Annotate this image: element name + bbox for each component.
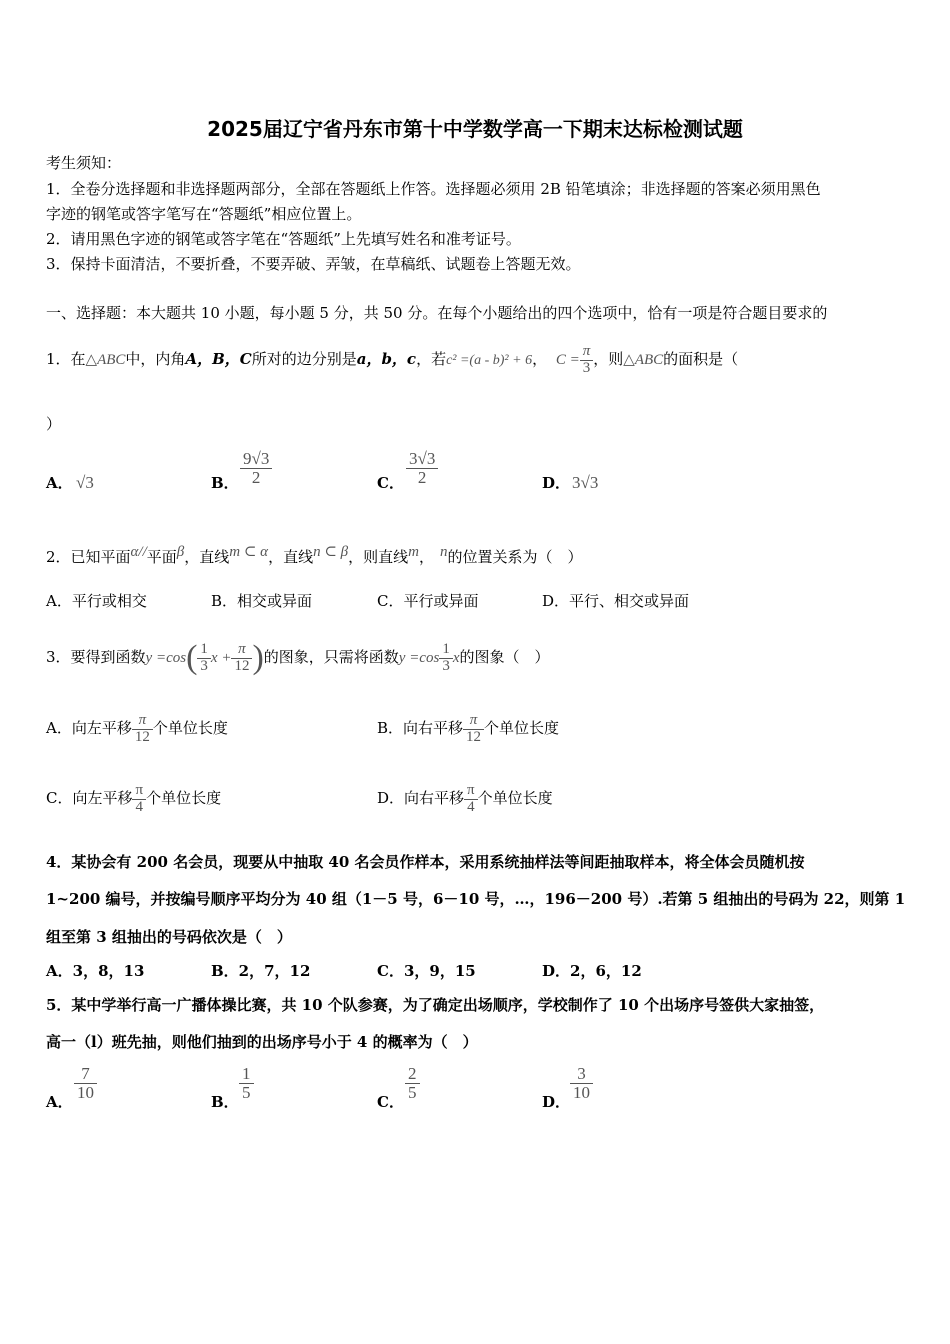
q5-option-b-label: B． xyxy=(211,1093,239,1111)
q1-sides: a，b，c xyxy=(356,350,417,368)
q4-option-d: D．2，6，12 xyxy=(542,962,642,980)
frac-den: 12 xyxy=(234,657,250,674)
q4-line-1: 4．某协会有 200 名会员，现要从中抽取 40 名会员作样本，采用系统抽样法等间距抽取样本，将全体会员随机按 xyxy=(46,853,805,871)
q1-option-b-label: B． xyxy=(211,474,239,492)
frac-num: π xyxy=(132,713,153,730)
frac-den: 5 xyxy=(242,1082,251,1102)
q3-function-2: y =cos xyxy=(398,650,440,666)
section-heading: 一、选择题：本大题共 10 小题，每小题 5 分，共 50 分。在每个小题给出的四个选项中，恰有一项是符合题目要求的 xyxy=(46,304,828,322)
q2-text: 的位置关系为（ ） xyxy=(447,548,583,566)
frac-num: 2 xyxy=(405,1065,420,1084)
q3-opt-text: B．向右平移 xyxy=(377,719,464,737)
q1-pi-over-3 xyxy=(580,344,594,377)
q3-text: 的图象（ ） xyxy=(459,648,550,666)
frac-num: 9√3 xyxy=(240,450,272,469)
frac-den: 4 xyxy=(467,798,475,815)
q2-text: 平面 xyxy=(146,548,177,566)
q1-text: ，若 xyxy=(416,350,447,368)
q3-opt-text: 个单位长度 xyxy=(152,719,228,737)
frac-num: 3 xyxy=(570,1065,593,1084)
q2-alpha: α// xyxy=(130,544,147,560)
frac-den: 10 xyxy=(77,1082,94,1102)
q1-option-c-label: C． xyxy=(377,474,404,492)
q3-one-third xyxy=(197,642,211,675)
notice-item-2: 2．请用黑色字迹的钢笔或答字笔在“答题纸”上先填写姓名和准考证号。 xyxy=(46,230,521,248)
frac-num: 1 xyxy=(239,1065,254,1084)
q5-option-a-label: A． xyxy=(46,1093,73,1111)
q3-function: y =cos xyxy=(145,650,187,666)
q2-text: ，则直线 xyxy=(348,548,409,566)
q2-option-a: A．平行或相交 xyxy=(46,592,147,610)
q1-triangle: △ABC xyxy=(85,352,126,368)
frac-num: 3√3 xyxy=(406,450,438,469)
frac-num: π xyxy=(464,783,478,800)
page-title: 2025届辽宁省丹东市第十中学数学高一下期末达标检测试题 xyxy=(207,117,743,141)
q1-option-c xyxy=(406,450,438,487)
q4-option-c: C．3，9，15 xyxy=(377,962,476,980)
frac-den: 5 xyxy=(408,1082,417,1102)
q1-text: 所对的边分别是 xyxy=(251,350,357,368)
q5-option-a xyxy=(74,1065,97,1102)
q1-option-a: √3 xyxy=(76,473,94,492)
q1-close-paren: ） xyxy=(46,415,62,433)
q4-option-b: B．2，7，12 xyxy=(211,962,311,980)
q1-text: 的面积是（ xyxy=(663,350,739,368)
frac-den: 2 xyxy=(251,467,261,487)
q1-angle-eq: C = xyxy=(555,352,580,368)
q2-option-d: D．平行、相交或异面 xyxy=(542,592,690,610)
q2-option-b: B．相交或异面 xyxy=(211,592,313,610)
frac-den: 2 xyxy=(417,467,427,487)
q4-line-3: 组至第 3 组抽出的号码依次是（ ） xyxy=(46,928,292,946)
q2-text: ，直线 xyxy=(184,548,230,566)
frac-num: π xyxy=(463,713,484,730)
frac-den: 12 xyxy=(134,728,150,745)
q1-triangle: △ABC xyxy=(623,352,664,368)
notice-heading: 考生须知： xyxy=(46,154,122,172)
q4-option-a: A．3，8，13 xyxy=(46,962,145,980)
q3-opt-text: 个单位长度 xyxy=(484,719,560,737)
frac-num: 1 xyxy=(439,642,453,659)
q3-opt-text: 个单位长度 xyxy=(146,789,222,807)
q3-x: x xyxy=(452,650,460,666)
q5-option-d xyxy=(570,1065,593,1102)
frac-num: 7 xyxy=(74,1065,97,1084)
question-3: 3．要得到函数y =cos( $\frac{1}{3}$ x + $\frac{\pi}{12}$ )的图象，只需将函数y =cos $\frac{1}{3}$ x的图象（ ） xyxy=(46,639,550,676)
q2-beta: β xyxy=(176,544,185,560)
frac-den: 3 xyxy=(200,657,208,674)
q3-option-b xyxy=(377,706,559,750)
q1-text: 中，内角 xyxy=(125,350,186,368)
frac-num: π xyxy=(132,783,146,800)
q5-option-c-label: C． xyxy=(377,1093,404,1111)
q3-opt-text: C．向左平移 xyxy=(46,789,133,807)
q1-equation: c² =(a - b)² + 6 xyxy=(446,353,533,368)
q1-option-d-label: D． xyxy=(542,474,571,492)
q3-opt-text: 个单位长度 xyxy=(477,789,553,807)
q2-line-n: n ⊂ β xyxy=(313,544,349,560)
q5-line-2: 高一（l）班先抽，则他们抽到的出场序号小于 4 的概率为（ ） xyxy=(46,1033,478,1051)
frac-den: 10 xyxy=(573,1082,590,1102)
q2-option-c: C．平行或异面 xyxy=(377,592,479,610)
q4-line-2: 1~200 编号，并按编号顺序平均分为 40 组（1－5 号，6－10 号，…，196－200 号）.若第 5 组抽出的号码为 22，则第 1 xyxy=(46,890,906,908)
q2-text: ， xyxy=(418,548,434,566)
q1-option-b xyxy=(240,450,272,487)
q3-option-a xyxy=(46,706,228,750)
question-2 xyxy=(46,534,583,575)
q1-text: ， xyxy=(532,350,548,368)
q1-num: 1．在 xyxy=(46,350,86,368)
q5-option-b xyxy=(239,1065,254,1102)
notice-item-1a: 1．全卷分选择题和非选择题两部分，全部在答题纸上作答。选择题必须用 2B 铅笔填涂；非选择题的答案必须用黑色 xyxy=(46,180,821,198)
question-1 xyxy=(46,338,738,382)
q3-text: 3．要得到函数 xyxy=(46,648,146,666)
q3-option-d xyxy=(377,776,553,820)
q1-option-a-label: A． xyxy=(46,474,73,492)
notice-item-3: 3．保持卡面清洁，不要折叠，不要弄破、弄皱，在草稿纸、试题卷上答题无效。 xyxy=(46,255,581,273)
q5-option-c xyxy=(405,1065,420,1102)
q5-line-1: 5．某中学举行高一广播体操比赛，共 10 个队参赛，为了确定出场顺序，学校制作了 10 个出场序号签供大家抽签， xyxy=(46,996,825,1014)
q3-x: x + xyxy=(210,650,232,666)
q2-text: ，直线 xyxy=(268,548,314,566)
q3-opt-text: D．向右平移 xyxy=(377,789,465,807)
q5-option-d-label: D． xyxy=(542,1093,571,1111)
q2-n: n xyxy=(440,544,448,560)
frac-num: π xyxy=(580,344,594,361)
q3-one-third xyxy=(439,642,453,675)
frac-num: π xyxy=(231,642,252,659)
frac-den: 4 xyxy=(135,798,144,815)
notice-item-1b: 字迹的钢笔或答字笔写在“答题纸”相应位置上。 xyxy=(46,205,362,223)
q1-option-d: 3√3 xyxy=(572,473,599,492)
q3-opt-text: A．向左平移 xyxy=(46,719,132,737)
q2-text: 2．已知平面 xyxy=(46,548,131,566)
q1-angles: A，B，C xyxy=(185,350,252,368)
q3-pi-over-12 xyxy=(231,642,252,675)
q2-m: m xyxy=(408,544,419,560)
q3-text: 的图象，只需将函数 xyxy=(263,648,399,666)
frac-num: 1 xyxy=(197,642,211,659)
q2-line-m: m ⊂ α xyxy=(229,544,269,560)
q1-text: ，则 xyxy=(593,350,624,368)
q3-option-c xyxy=(46,776,221,820)
frac-den: 12 xyxy=(466,728,482,745)
frac-den: 3 xyxy=(442,657,450,674)
frac-den: 3 xyxy=(582,359,591,376)
